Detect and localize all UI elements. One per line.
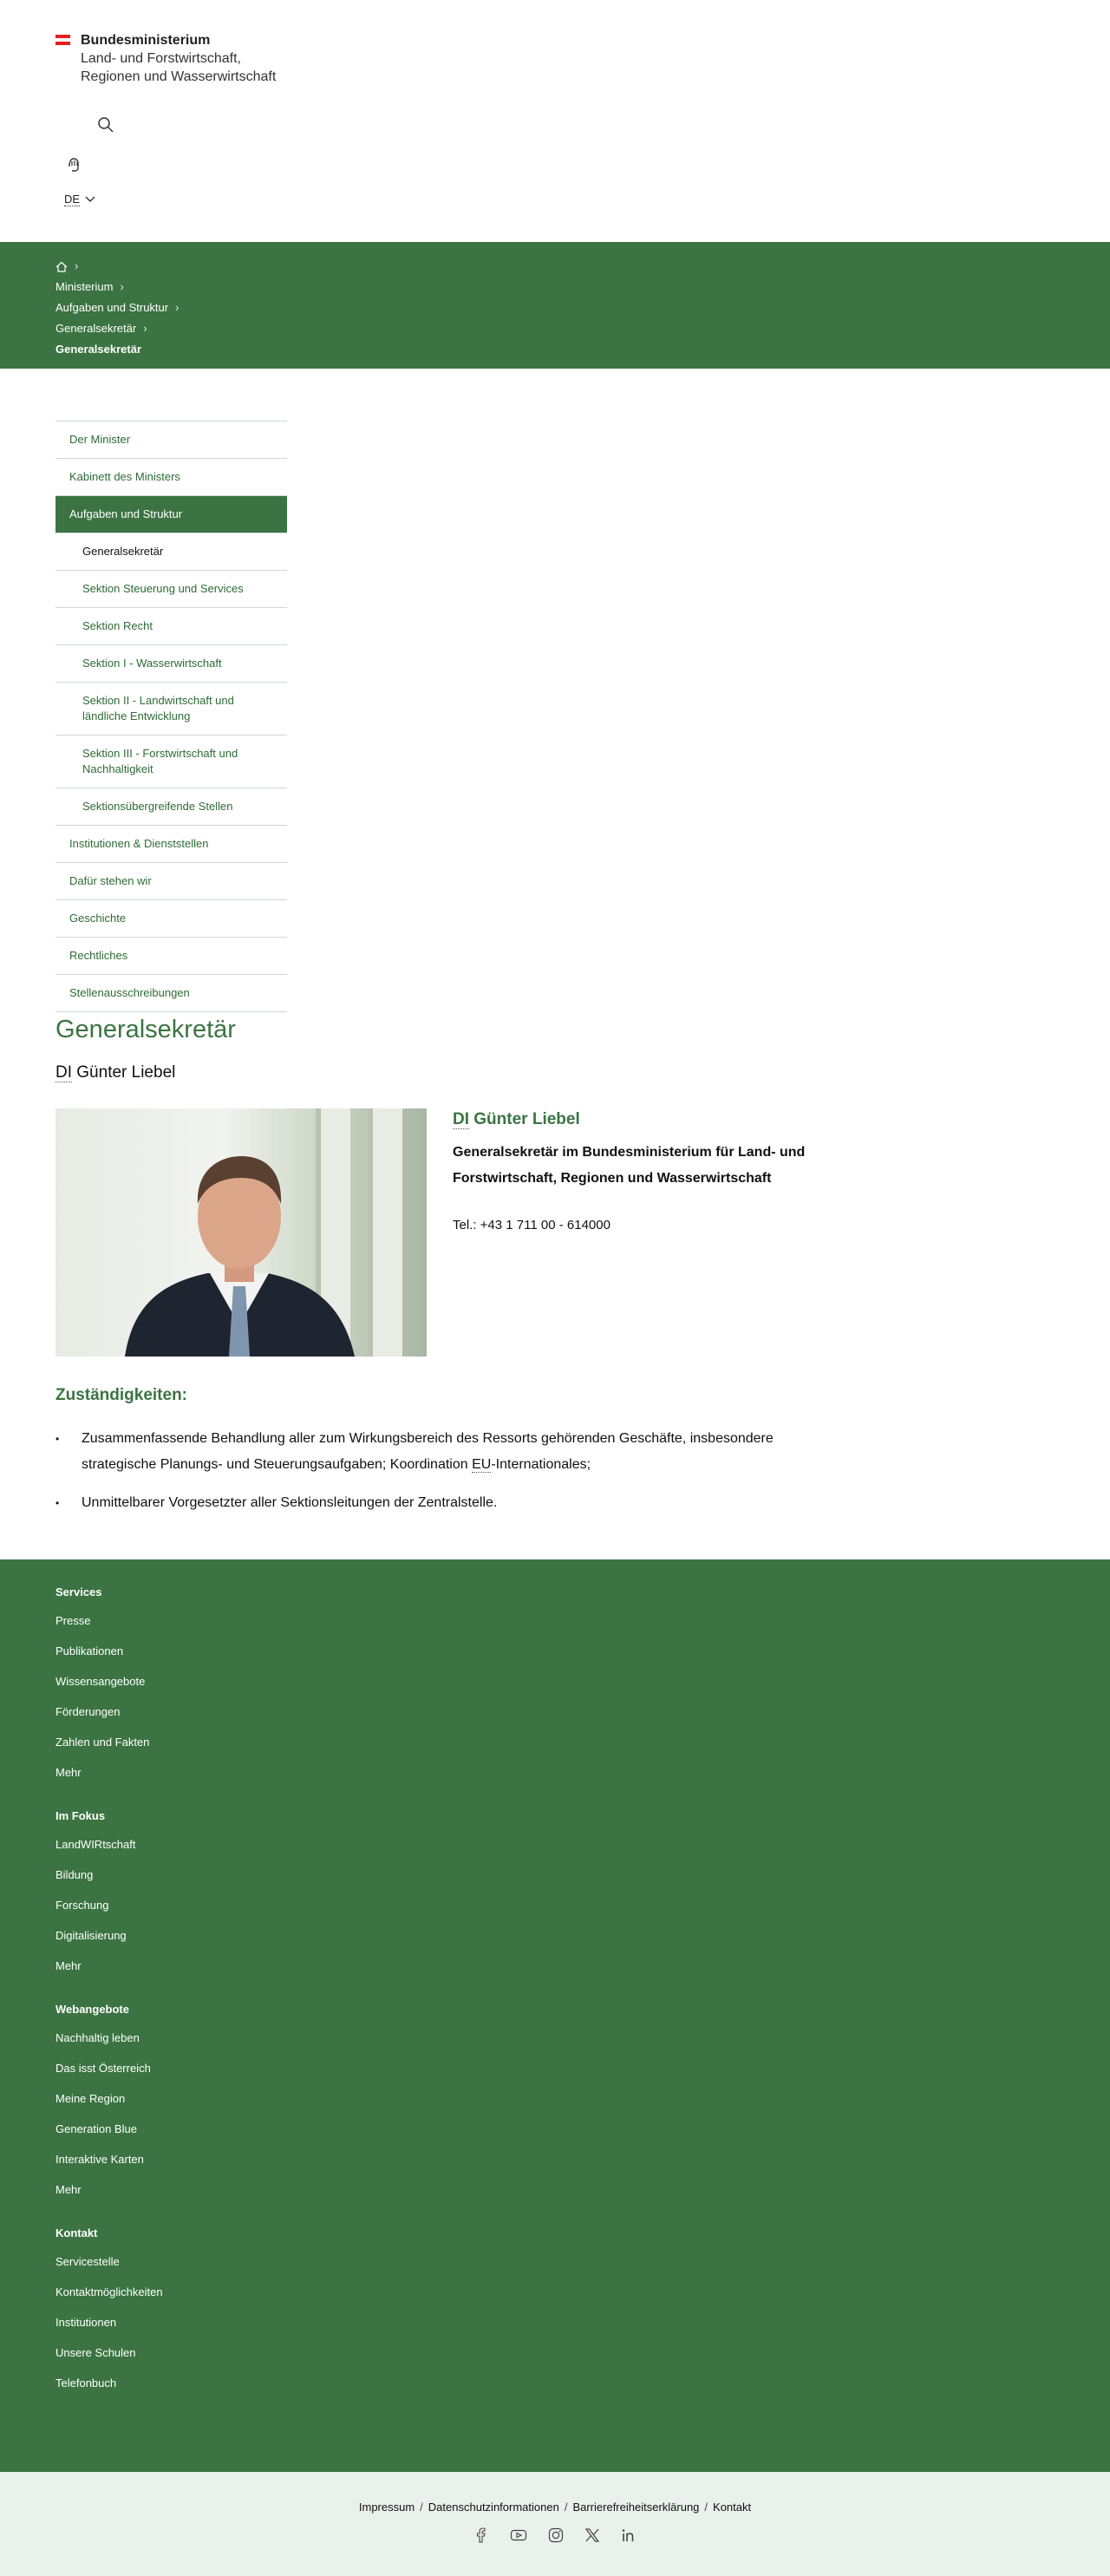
ministry-logo[interactable] xyxy=(56,31,276,86)
footer-link[interactable]: Generation Blue xyxy=(56,2122,137,2135)
footer-link[interactable]: Förderungen xyxy=(56,1705,121,1718)
breadcrumb-label: Generalsekretär xyxy=(56,322,137,335)
breadcrumb-item[interactable] xyxy=(56,297,1110,318)
search-icon[interactable] xyxy=(97,116,114,138)
footer-link[interactable]: Das isst Österreich xyxy=(56,2062,151,2075)
site-header xyxy=(0,0,1110,242)
chevron-right-icon: › xyxy=(120,280,124,293)
footer-group-title: Kontakt xyxy=(56,2226,98,2239)
title-abbreviation[interactable]: DI xyxy=(56,1063,72,1082)
link-separator: / xyxy=(420,2501,423,2514)
easy-language-icon[interactable] xyxy=(64,154,83,178)
footer-link[interactable]: Interaktive Karten xyxy=(56,2153,144,2166)
page-title: Generalsekretär xyxy=(56,1016,236,1043)
chevron-right-icon: › xyxy=(75,259,79,272)
person-name-text: Günter Liebel xyxy=(469,1110,580,1128)
footer-link[interactable]: Mehr xyxy=(56,1959,82,1972)
logo-line-1: Bundesministerium xyxy=(81,33,211,48)
link-separator: / xyxy=(704,2501,708,2514)
footer-link[interactable]: Mehr xyxy=(56,1766,82,1779)
footer-link[interactable]: Bildung xyxy=(56,1868,94,1881)
sidebar-item-sektion-steuerung[interactable]: Sektion Steuerung und Services xyxy=(56,571,287,608)
sidebar-item-kabinett[interactable]: Kabinett des Ministers xyxy=(56,459,287,496)
austria-flag-icon xyxy=(56,35,70,45)
sidebar-item-der-minister[interactable]: Der Minister xyxy=(56,422,287,459)
barrierefreiheit-link[interactable]: Barrierefreiheitserklärung xyxy=(572,2501,700,2514)
footer-link[interactable]: Digitalisierung xyxy=(56,1929,127,1942)
sidebar-item-rechtliches[interactable]: Rechtliches xyxy=(56,938,287,975)
footer-link[interactable]: Telefonbuch xyxy=(56,2377,117,2390)
instagram-icon[interactable] xyxy=(548,2527,564,2547)
footer-group-kontakt xyxy=(56,2226,1054,2398)
sidebar-item-geschichte[interactable]: Geschichte xyxy=(56,900,287,938)
sidebar-item-stellenausschreibungen[interactable]: Stellenausschreibungen xyxy=(56,975,287,1012)
person-name xyxy=(453,1110,808,1129)
sidebar-item-sektion-2[interactable]: Sektion II - Landwirtschaft und ländliche Entwicklung xyxy=(56,683,287,736)
logo-line-2: Land- und Forstwirtschaft, xyxy=(81,51,241,66)
home-icon xyxy=(56,261,68,272)
link-separator: / xyxy=(564,2501,568,2514)
linkedin-icon[interactable] xyxy=(621,2527,637,2547)
language-switcher[interactable] xyxy=(64,193,95,206)
legal-links xyxy=(359,2501,751,2514)
breadcrumb-item[interactable] xyxy=(56,318,1110,339)
footer-link[interactable]: Servicestelle xyxy=(56,2255,120,2268)
chevron-down-icon xyxy=(85,196,95,203)
list-item: • Unmittelbarer Vorgesetzter aller Sektionsleitungen der Zentralstelle. xyxy=(56,1490,801,1516)
breadcrumb-current: Generalsekretär xyxy=(56,343,142,356)
language-code: DE xyxy=(64,193,81,206)
footer-group-title: Services xyxy=(56,1585,102,1599)
footer-link[interactable]: Zahlen und Fakten xyxy=(56,1736,150,1749)
breadcrumb-label: Aufgaben und Struktur xyxy=(56,301,169,314)
person-role: Generalsekretär im Bundesministerium für Land- und Forstwirtschaft, Regionen und Wasserwirtschaft xyxy=(453,1145,806,1186)
bottom-bar xyxy=(0,2472,1110,2576)
chevron-right-icon: › xyxy=(143,322,147,335)
page-subtitle xyxy=(56,1063,1054,1082)
sidebar-item-sektion-recht[interactable]: Sektion Recht xyxy=(56,608,287,645)
breadcrumb xyxy=(0,242,1110,369)
main-content xyxy=(0,369,1110,1516)
x-icon[interactable] xyxy=(584,2527,600,2547)
footer-link[interactable]: LandWIRtschaft xyxy=(56,1838,136,1851)
social-links xyxy=(0,2527,1110,2547)
footer-link[interactable]: Forschung xyxy=(56,1899,109,1912)
sidebar-item-dafuer-stehen-wir[interactable]: Dafür stehen wir xyxy=(56,863,287,900)
footer-link[interactable]: Unsere Schulen xyxy=(56,2346,136,2359)
sidebar-item-aufgaben-und-struktur[interactable]: Aufgaben und Struktur xyxy=(56,496,287,533)
youtube-icon[interactable] xyxy=(510,2527,527,2547)
impressum-link[interactable]: Impressum xyxy=(358,2501,415,2514)
sidebar-item-sektionsuebergreifend[interactable]: Sektionsübergreifende Stellen xyxy=(56,788,287,826)
chevron-right-icon: › xyxy=(175,301,180,314)
eu-abbreviation[interactable]: EU xyxy=(472,1457,492,1472)
sidebar-item-generalsekretaer[interactable]: Generalsekretär xyxy=(56,533,287,571)
footer-group-title: Im Fokus xyxy=(56,1809,106,1822)
footer-group-im-fokus xyxy=(56,1809,1054,1981)
footer-link[interactable]: Kontaktmöglichkeiten xyxy=(56,2285,163,2298)
footer-link[interactable]: Institutionen xyxy=(56,2316,117,2329)
breadcrumb-home[interactable] xyxy=(56,256,1110,277)
responsibilities-heading: Zuständigkeiten: xyxy=(56,1386,188,1404)
footer-link[interactable]: Meine Region xyxy=(56,2092,126,2105)
sidebar-item-sektion-3[interactable]: Sektion III - Forstwirtschaft und Nachhaltigkeit xyxy=(56,736,287,788)
facebook-icon[interactable] xyxy=(473,2527,489,2547)
footer-group-services xyxy=(56,1585,1054,1788)
responsibilities-list xyxy=(56,1426,801,1516)
footer-link[interactable]: Mehr xyxy=(56,2183,82,2196)
person-card xyxy=(56,1108,1054,1357)
list-item-text: Zusammenfassende Behandlung aller zum Wirkungsbereich des Ressorts gehörenden Geschäfte, insbesondere strategische Planungs- und Steuerungsaufgaben; Koordination xyxy=(82,1431,774,1472)
person-info xyxy=(453,1108,808,1357)
footer-group-title: Webangebote xyxy=(56,2003,129,2016)
datenschutz-link[interactable]: Datenschutzinformationen xyxy=(428,2501,559,2514)
person-phone: Tel.: +43 1 711 00 - 614000 xyxy=(453,1218,610,1232)
kontakt-link[interactable]: Kontakt xyxy=(713,2501,752,2514)
sidebar-item-institutionen[interactable]: Institutionen & Dienststellen xyxy=(56,826,287,863)
breadcrumb-label: Ministerium xyxy=(56,280,114,293)
list-item xyxy=(56,1426,801,1478)
portrait-photo xyxy=(56,1108,427,1357)
footer-link[interactable]: Publikationen xyxy=(56,1644,124,1657)
footer-link[interactable]: Wissensangebote xyxy=(56,1675,146,1688)
sidebar-nav xyxy=(56,421,287,1012)
subtitle-name: Günter Liebel xyxy=(72,1063,176,1082)
title-abbreviation[interactable]: DI xyxy=(453,1110,469,1128)
logo-line-3: Regionen und Wasserwirtschaft xyxy=(81,69,277,84)
footer-group-webangebote xyxy=(56,2003,1054,2205)
footer-link[interactable]: Presse xyxy=(56,1614,91,1627)
logo-text xyxy=(81,31,276,86)
breadcrumb-item[interactable] xyxy=(56,277,1110,297)
footer-link[interactable]: Nachhaltig leben xyxy=(56,2031,140,2044)
list-item-text: -Internationales; xyxy=(491,1457,591,1472)
site-footer xyxy=(0,1559,1110,2472)
sidebar-item-sektion-1[interactable]: Sektion I - Wasserwirtschaft xyxy=(56,645,287,683)
